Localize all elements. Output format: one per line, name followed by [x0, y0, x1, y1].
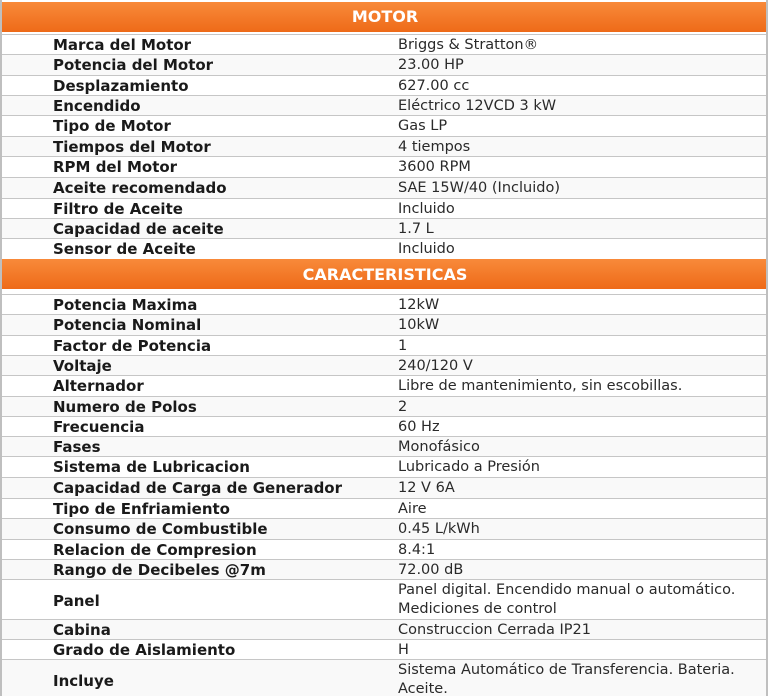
table-row: [2, 218, 768, 238]
row-value: Construccion Cerrada IP21: [398, 622, 591, 638]
row-value: 72.00 dB: [398, 562, 464, 578]
table-row: [2, 136, 768, 156]
row-value: Panel digital. Encendido manual o automático. Mediciones de control: [398, 582, 736, 617]
row-value: 1.7 L: [398, 221, 434, 237]
table-row: [2, 115, 768, 136]
row-value: 10kW: [398, 317, 440, 333]
row-value: 1: [398, 338, 408, 354]
row-value: 4 tiempos: [398, 139, 471, 155]
table-row: [2, 156, 768, 177]
row-label: Incluye: [53, 672, 114, 690]
section-header-motor: MOTOR: [2, 2, 768, 32]
row-label: Factor de Potencia: [53, 337, 212, 355]
table-row: [2, 177, 768, 198]
row-label: Marca del Motor: [53, 36, 192, 54]
row-value: H: [398, 642, 409, 658]
row-value: 23.00 HP: [398, 57, 464, 73]
row-value: Aire: [398, 501, 427, 517]
row-label: Voltaje: [53, 357, 112, 375]
row-value: 12 V 6A: [398, 480, 455, 496]
table-row: [2, 498, 768, 518]
table-row: [2, 416, 768, 436]
row-value: Briggs & Stratton®: [398, 37, 539, 53]
row-label: Capacidad de aceite: [53, 220, 224, 238]
row-value: Eléctrico 12VCD 3 kW: [398, 98, 557, 114]
row-label: Alternador: [53, 377, 144, 395]
table-row: [2, 95, 768, 115]
row-value: Sistema Automático de Transferencia. Bateria. Aceite.: [398, 662, 735, 697]
row-label: Grado de Aislamiento: [53, 641, 236, 659]
table-row: [2, 238, 768, 258]
row-label: Panel: [53, 592, 100, 610]
row-label: Rango de Decibeles @7m: [53, 561, 266, 579]
table-row: [2, 659, 768, 696]
row-label: Fases: [53, 438, 101, 456]
row-value: Gas LP: [398, 118, 448, 134]
row-label: Tiempos del Motor: [53, 138, 211, 156]
table-row: [2, 355, 768, 375]
row-label: Relacion de Compresion: [53, 541, 257, 559]
row-label: Sistema de Lubricacion: [53, 458, 250, 476]
row-value: SAE 15W/40 (Incluido): [398, 180, 560, 196]
row-label: Potencia Nominal: [53, 316, 202, 334]
row-label: Frecuencia: [53, 418, 145, 436]
row-value: 2: [398, 399, 408, 415]
table-row: [2, 619, 768, 639]
row-label: Potencia del Motor: [53, 56, 214, 74]
row-label: Filtro de Aceite: [53, 200, 183, 218]
section-header-caracteristicas: CARACTERISTICAS: [2, 259, 768, 289]
row-label: Tipo de Enfriamiento: [53, 500, 230, 518]
row-value: Incluido: [398, 241, 455, 257]
row-label: Consumo de Combustible: [53, 520, 268, 538]
table-row: [2, 559, 768, 579]
row-value: 60 Hz: [398, 419, 440, 435]
table-row: [2, 639, 768, 659]
row-label: Sensor de Aceite: [53, 240, 196, 258]
table-row: [2, 75, 768, 95]
table-row: [2, 314, 768, 335]
row-value: Monofásico: [398, 439, 480, 455]
table-row: [2, 396, 768, 416]
row-label: RPM del Motor: [53, 158, 178, 176]
row-value: 8.4:1: [398, 542, 436, 558]
table-row: [2, 436, 768, 456]
table-row: [2, 477, 768, 498]
row-label: Encendido: [53, 97, 141, 115]
row-value: 240/120 V: [398, 358, 473, 374]
table-row: [2, 539, 768, 559]
row-label: Capacidad de Carga de Generador: [53, 479, 343, 497]
row-label: Potencia Maxima: [53, 296, 198, 314]
row-value: 627.00 cc: [398, 78, 470, 94]
row-value: 12kW: [398, 297, 440, 313]
row-label: Aceite recomendado: [53, 179, 227, 197]
table-row: [2, 54, 768, 75]
table-row: [2, 335, 768, 355]
table-row: [2, 579, 768, 619]
row-value: 0.45 L/kWh: [398, 521, 480, 537]
table-row: [2, 294, 768, 314]
row-label: Cabina: [53, 621, 111, 639]
row-label: Tipo de Motor: [53, 117, 171, 135]
row-label: Desplazamiento: [53, 77, 189, 95]
row-value: Libre de mantenimiento, sin escobillas.: [398, 378, 683, 394]
row-value: Incluido: [398, 201, 455, 217]
table-row: [2, 456, 768, 477]
table-row: [2, 518, 768, 539]
table-row: [2, 34, 768, 54]
row-label: Numero de Polos: [53, 398, 197, 416]
table-row: [2, 198, 768, 218]
row-value: 3600 RPM: [398, 159, 471, 175]
table-row: [2, 375, 768, 396]
row-value: Lubricado a Presión: [398, 459, 540, 475]
